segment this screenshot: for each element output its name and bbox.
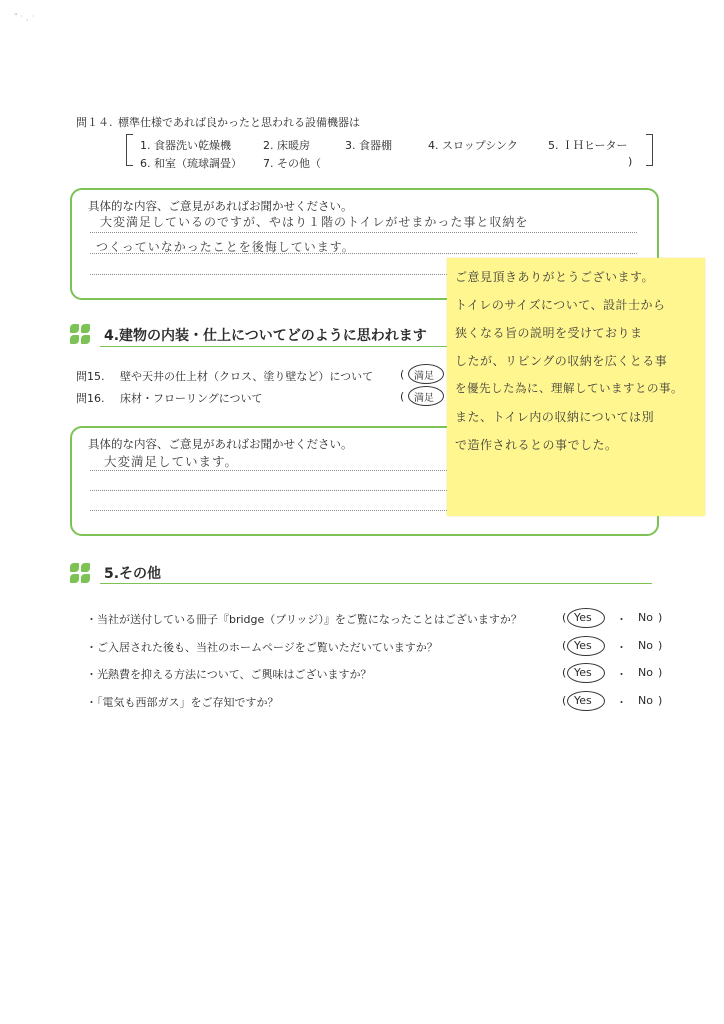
s5-q2-yes: Yes bbox=[574, 639, 592, 652]
section5-title: 5.その他 bbox=[104, 566, 162, 582]
q14-option-4: 4. スロップシンク bbox=[428, 139, 518, 152]
s5-q1-close-paren: ) bbox=[658, 611, 663, 624]
q14-bracket-right bbox=[646, 134, 653, 166]
section4-title: 4.建物の内装・仕上についてどのように思われます bbox=[104, 328, 427, 344]
section4-comment-label: 具体的な内容、ご意見があればお聞かせください。 bbox=[88, 437, 353, 451]
q15-open-paren: ( bbox=[400, 368, 405, 381]
q16-question: 床材・フローリングについて bbox=[120, 392, 263, 405]
s5-q3-close-paren: ) bbox=[658, 666, 663, 679]
s5-q4-yes: Yes bbox=[574, 694, 592, 707]
s5-q4-close-paren: ) bbox=[658, 694, 663, 707]
s5-q2-open-paren: ( bbox=[562, 639, 567, 652]
scan-marks: " · ¸ · bbox=[14, 12, 35, 21]
sticky-note-line: したが、リビングの収納を広くとる事 bbox=[455, 354, 668, 368]
q14-question: 標準仕様であれば良かったと思われる設備機器は bbox=[118, 116, 360, 129]
q16-answer: 満足 bbox=[414, 393, 434, 404]
clover-icon bbox=[70, 563, 90, 583]
q16-open-paren: ( bbox=[400, 390, 405, 403]
sticky-note-line: を優先した為に、理解していますとの事。 bbox=[455, 381, 683, 395]
q14-option-3: 3. 食器棚 bbox=[345, 139, 392, 152]
q14-option-1: 1. 食器洗い乾燥機 bbox=[140, 139, 231, 152]
q14-handwritten-line-1: 大変満足しているのですが、やはり１階のトイレがせまかった事と収納を bbox=[100, 215, 529, 229]
s5-q3-no: No bbox=[638, 666, 653, 679]
section4-underline bbox=[100, 346, 450, 347]
q15-number: 問15. bbox=[76, 370, 105, 383]
q14-handwritten-line-2: つくっていなかったことを後悔しています。 bbox=[96, 240, 355, 254]
sticky-note-line: ご意見頂きありがとうございます。 bbox=[455, 270, 655, 284]
s5-q3-open-paren: ( bbox=[562, 666, 567, 679]
dotted-line bbox=[90, 232, 637, 233]
s5-q1-yes: Yes bbox=[574, 611, 592, 624]
sticky-note bbox=[447, 258, 705, 516]
s5-q1-sep: ・ bbox=[616, 613, 627, 626]
sticky-note-line: トイレのサイズについて、設計士から bbox=[455, 298, 666, 312]
section4-handwritten: 大変満足しています。 bbox=[104, 454, 239, 469]
section5-underline bbox=[100, 583, 652, 584]
q14-option-5: 5. ＩＨヒーター bbox=[548, 139, 628, 152]
s5-question-1: ・当社が送付している冊子『bridge（ブリッジ）』をご覧になったことはございますか？ bbox=[86, 613, 522, 626]
s5-question-3: ・光熱費を抑える方法について、ご興味はございますか？ bbox=[86, 668, 372, 681]
s5-q2-sep: ・ bbox=[616, 641, 627, 654]
s5-question-2: ・ご入居された後も、当社のホームページをご覧いただいていますか？ bbox=[86, 641, 438, 654]
q15-answer: 満足 bbox=[414, 371, 434, 382]
q14-option-2: 2. 床暖房 bbox=[263, 139, 310, 152]
q14-option-7: 7. その他（ bbox=[263, 157, 321, 170]
s5-q3-yes: Yes bbox=[574, 666, 592, 679]
s5-q1-no: No bbox=[638, 611, 653, 624]
s5-q3-sep: ・ bbox=[616, 668, 627, 681]
q14-bracket-left bbox=[126, 134, 133, 166]
s5-q2-close-paren: ) bbox=[658, 639, 663, 652]
q14-comment-label: 具体的な内容、ご意見があればお聞かせください。 bbox=[88, 199, 353, 213]
sticky-note-line: で造作されるとの事でした。 bbox=[455, 438, 618, 452]
s5-q4-no: No bbox=[638, 694, 653, 707]
clover-icon bbox=[70, 324, 90, 344]
s5-q2-no: No bbox=[638, 639, 653, 652]
q14-option-6: 6. 和室（琉球調畳） bbox=[140, 157, 242, 170]
s5-q1-open-paren: ( bbox=[562, 611, 567, 624]
q16-number: 問16. bbox=[76, 392, 105, 405]
s5-q4-sep: ・ bbox=[616, 696, 627, 709]
sticky-note-line: 狭くなる旨の説明を受けておりま bbox=[455, 326, 643, 340]
s5-q4-open-paren: ( bbox=[562, 694, 567, 707]
q14-number: 問１４. bbox=[76, 116, 113, 129]
sticky-note-line: また、トイレ内の収納については別 bbox=[455, 410, 655, 424]
s5-question-4: ・「電気も西部ガス」をご存知ですか？ bbox=[86, 696, 279, 709]
q15-question: 壁や天井の仕上材（クロス、塗り壁など）について bbox=[120, 370, 374, 383]
q14-close-paren: ) bbox=[628, 155, 633, 168]
